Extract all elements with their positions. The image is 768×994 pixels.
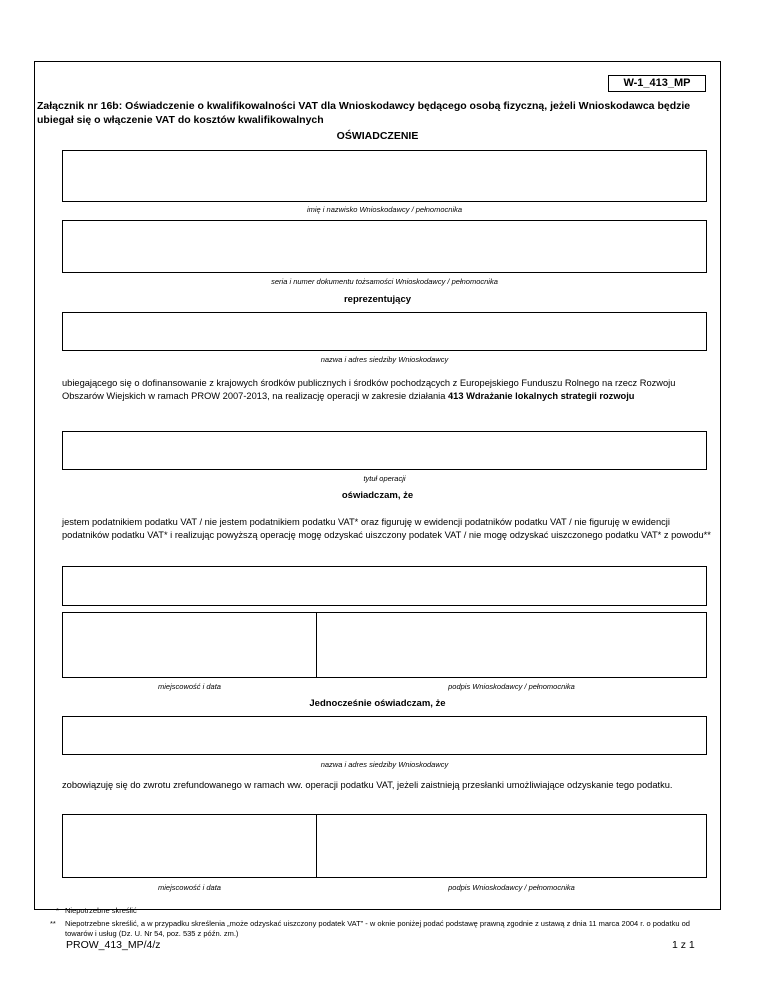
footer-page-number: 1 z 1 [672, 939, 695, 951]
place-date-caption-1: miejscowość i data [158, 682, 221, 691]
reason-field[interactable] [62, 566, 707, 606]
representing-label: reprezentujący [343, 294, 412, 305]
address-field-2[interactable] [62, 716, 707, 755]
id-document-field[interactable] [62, 220, 707, 273]
operation-title-field[interactable] [62, 431, 707, 470]
measure-name: 413 Wdrażanie lokalnych strategii rozwoju [447, 390, 635, 401]
place-date-field-1[interactable] [62, 612, 317, 678]
footer-doc-code: PROW_413_MP/4/z [66, 939, 161, 951]
footnote-2-mark: ** [50, 919, 56, 928]
signature-caption-2: podpis Wnioskodawcy / pełnomocnika [448, 883, 575, 892]
name-caption: imię i nazwisko Wnioskodawcy / pełnomocnika [306, 205, 463, 214]
heading-declaration: OŚWIADCZENIE [336, 130, 419, 142]
refund-statement: zobowiązuję się do zwrotu zrefundowanego w ramach ww. operacji podatku VAT, jeżeli zaistnieją przesłanki umożliwiające odzyskanie tego podatku. [62, 780, 673, 790]
footnote-2-text: Niepotrzebne skreślić, a w przypadku skreślenia „może odzyskać uiszczony podatek VAT” - w oknie poniżej podać podstawę prawną zgodnie z ustawą z dnia 11 marca 2004 r. o podatku od towarów i usług (Dz. U. Nr 54, poz. 535 z późn. zm.) [65, 919, 690, 938]
address-caption-2: nazwa i adres siedziby Wnioskodawcy [320, 760, 449, 769]
operation-title-caption: tytuł operacji [363, 474, 406, 483]
declare-heading: oświadczam, że [341, 490, 414, 501]
place-date-field-2[interactable] [62, 814, 317, 878]
document-title: Załącznik nr 16b: Oświadczenie o kwalifikowalności VAT dla Wnioskodawcy będącego osobą fizyczną, jeżeli Wnioskodawca będzie ubiegał się o włączenie VAT do kosztów kwalifikowalnych [37, 100, 691, 126]
vat-statement: jestem podatnikiem podatku VAT / nie jestem podatnikiem podatku VAT* oraz figuruję w ewidencji podatników podatku VAT / nie figuruję w ewidencji podatników podatku VAT* i realizując powyższą operację mogę odzyskać uiszczony podatek VAT / nie mogę odzyskać uiszczonego podatku VAT* z powodu** [62, 517, 711, 540]
also-declare-heading: Jednocześnie oświadczam, że [309, 698, 446, 709]
signature-field-1[interactable] [316, 612, 707, 678]
place-date-caption-2: miejscowość i data [158, 883, 221, 892]
form-code: W-1_413_MP [608, 75, 706, 92]
footnote-1-mark: * [56, 906, 59, 915]
id-document-caption: seria i numer dokumentu tożsamości Wnioskodawcy / pełnomocnika [271, 277, 498, 286]
address-field[interactable] [62, 312, 707, 351]
name-field[interactable] [62, 150, 707, 202]
signature-caption-1: podpis Wnioskodawcy / pełnomocnika [448, 682, 575, 691]
footnote-1-text: Niepotrzebne skreślić [65, 906, 137, 915]
address-caption: nazwa i adres siedziby Wnioskodawcy [320, 355, 449, 364]
applying-paragraph: ubiegającego się o dofinansowanie z krajowych środków publicznych i środków pochodzących z Europejskiego Funduszu Rolnego na rzecz Rozwoju Obszarów Wiejskich w ramach PROW 2007-2013, na realizację operacji w zakresie działania 413 Wdrażanie lokalnych strategii rozwoju [62, 378, 676, 401]
signature-field-2[interactable] [316, 814, 707, 878]
